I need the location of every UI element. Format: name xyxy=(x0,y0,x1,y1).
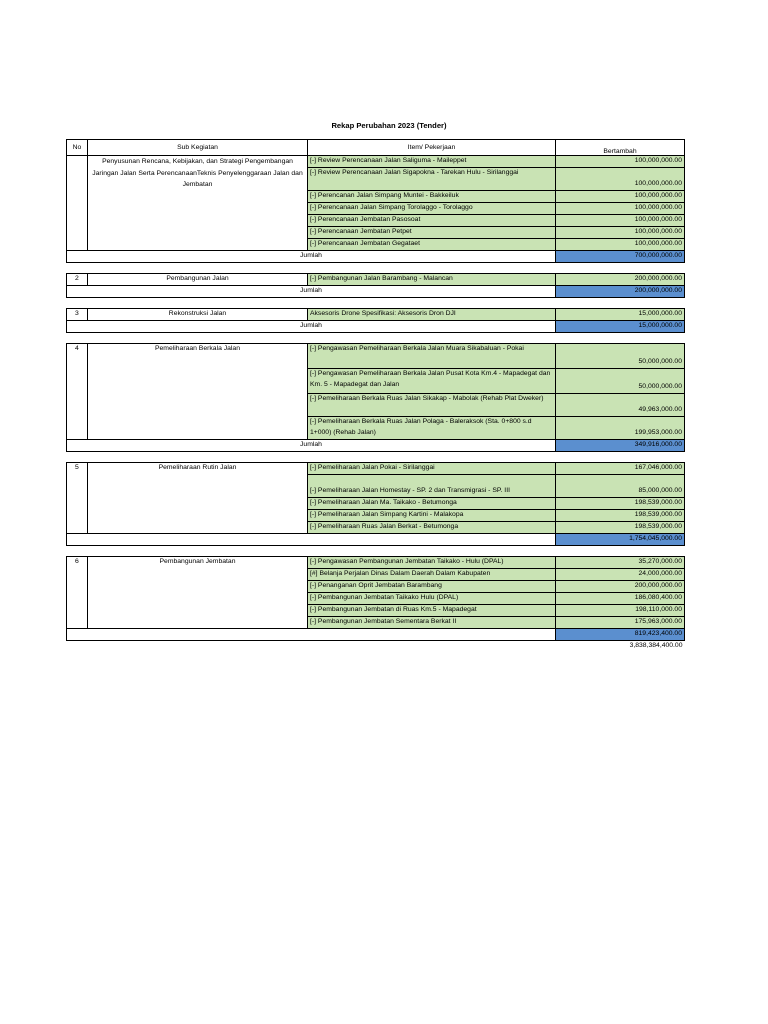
section-number: 6 xyxy=(67,557,88,629)
section-number xyxy=(67,156,88,251)
item-name: [-] Pemeliharaan Jalan Homestay - SP. 2 dan Transmigrasi - SP. III xyxy=(308,475,556,498)
item-amount: 200,000,000.00 xyxy=(556,274,685,286)
item-amount: 198,110,000.00 xyxy=(556,605,685,617)
total-row xyxy=(67,629,685,641)
total-amount: 349,916,000.00 xyxy=(556,440,685,452)
total-label: Jumlah xyxy=(67,286,556,298)
grand-total-row xyxy=(67,641,685,653)
header-row xyxy=(67,140,685,156)
item-amount: 199,953,000.00 xyxy=(556,417,685,440)
total-amount: 700,000,000.00 xyxy=(556,251,685,263)
item-name: [-] Review Perencanaan Jalan Saliguma - Maileppet xyxy=(308,156,556,168)
table-body xyxy=(67,156,685,653)
item-name: [-] Pengawasan Pembangunan Jembatan Taikako - Hulu (DPAL) xyxy=(308,557,556,569)
item-amount: 100,000,000.00 xyxy=(556,239,685,251)
item-amount: 100,000,000.00 xyxy=(556,168,685,191)
item-amount: 167,046,000.00 xyxy=(556,463,685,475)
sub-kegiatan: Pembangunan Jalan xyxy=(88,274,308,286)
total-amount: 15,000,000.00 xyxy=(556,321,685,333)
section-spacer xyxy=(67,298,685,309)
item-amount: 198,539,000.00 xyxy=(556,498,685,510)
spacer-cell xyxy=(67,298,685,309)
item-name: [-] Pembangunan Jalan Barambang - Malancan xyxy=(308,274,556,286)
total-row xyxy=(67,321,685,333)
item-amount: 50,000,000.00 xyxy=(556,369,685,394)
item-amount: 100,000,000.00 xyxy=(556,203,685,215)
total-row xyxy=(67,534,685,546)
item-name: [-] Perencanan Jalan Simpang Muntei - Bakkeiluk xyxy=(308,191,556,203)
recap-table xyxy=(66,139,685,652)
item-name: [-] Review Perencanaan Jalan Sigapokna - Tarekan Hulu - Sirilanggai xyxy=(308,168,556,191)
sub-kegiatan: Rekonstruksi Jalan xyxy=(88,309,308,321)
table-row xyxy=(67,156,685,168)
item-amount: 100,000,000.00 xyxy=(556,227,685,239)
item-name: [-] Penanganan Oprit Jembatan Barambang xyxy=(308,581,556,593)
item-amount: 35,270,000.00 xyxy=(556,557,685,569)
sub-kegiatan: Penyusunan Rencana, Kebijakan, dan Strategi Pengembangan Jaringan Jalan Serta PerencanaanTeknis Penyelenggaraan Jalan dan Jembatan xyxy=(88,156,308,251)
total-amount: 200,000,000.00 xyxy=(556,286,685,298)
table-row xyxy=(67,344,685,369)
spacer-cell xyxy=(67,263,685,274)
item-amount: 198,539,000.00 xyxy=(556,522,685,534)
total-label: Jumlah xyxy=(67,251,556,263)
item-name: [-] Pemeliharaan Jalan Simpang Kartini - Malakopa xyxy=(308,510,556,522)
section-spacer xyxy=(67,546,685,557)
grand-total-spacer xyxy=(67,641,556,653)
item-amount: 186,080,400.00 xyxy=(556,593,685,605)
item-name: [-] Pengawasan Pemeliharaan Berkala Jalan Muara Sikabaluan - Pokai xyxy=(308,344,556,369)
total-row xyxy=(67,286,685,298)
section-number: 3 xyxy=(67,309,88,321)
item-amount: 50,000,000.00 xyxy=(556,344,685,369)
table-row xyxy=(67,557,685,569)
item-name: [-] Pembangunan Jembatan Taikako Hulu (DPAL) xyxy=(308,593,556,605)
header-no: No xyxy=(67,140,88,156)
item-amount: 200,000,000.00 xyxy=(556,581,685,593)
header-sub-kegiatan: Sub Kegiatan xyxy=(88,140,308,156)
grand-total: 3,838,384,400.00 xyxy=(629,642,683,649)
item-amount: 100,000,000.00 xyxy=(556,156,685,168)
item-name: [-] Pemeliharaan Ruas Jalan Berkat - Betumonga xyxy=(308,522,556,534)
total-amount: 1,754,045,000.00 xyxy=(556,534,685,546)
header-amount: Bertambah xyxy=(556,140,685,156)
item-name: [-] Perencanaan Jalan Simpang Torolaggo - Torolaggo xyxy=(308,203,556,215)
page-title: Rekap Perubahan 2023 (Tender) xyxy=(331,121,447,130)
recap-sheet xyxy=(66,139,684,652)
section-number: 2 xyxy=(67,274,88,286)
total-label: Jumlah xyxy=(67,440,556,452)
item-amount: 100,000,000.00 xyxy=(556,191,685,203)
item-amount: 175,963,000.00 xyxy=(556,617,685,629)
total-label xyxy=(67,629,556,641)
total-row xyxy=(67,440,685,452)
item-amount: 15,000,000.00 xyxy=(556,309,685,321)
section-spacer xyxy=(67,452,685,463)
item-amount: 49,963,000.00 xyxy=(556,394,685,417)
item-name: [-] Pengawasan Pemeliharaan Berkala Jalan Pusat Kota Km.4 - Mapadegat dan Km. 5 - Mapadegat dan Jalan xyxy=(308,369,556,394)
item-name: [-] Pemeliharaan Berkala Ruas Jalan Polaga - Baleraksok (Sta. 0+800 s.d 1+000) (Rehab Jalan) xyxy=(308,417,556,440)
item-amount: 85,000,000.00 xyxy=(556,475,685,498)
section-spacer xyxy=(67,263,685,274)
sub-kegiatan: Pembangunan Jembatan xyxy=(88,557,308,629)
header-item: Item/ Pekerjaan xyxy=(308,140,556,156)
item-name: [-] Pembangunan Jembatan di Ruas Km.5 - Mapadegat xyxy=(308,605,556,617)
sub-kegiatan: Pemeliharaan Rutin Jalan xyxy=(88,463,308,534)
section-number: 4 xyxy=(67,344,88,440)
spacer-cell xyxy=(67,452,685,463)
section-number: 5 xyxy=(67,463,88,534)
item-name: [-] Pembangunan Jembatan Sementara Berkat II xyxy=(308,617,556,629)
total-label: Jumlah xyxy=(67,321,556,333)
spacer-cell xyxy=(67,546,685,557)
total-label xyxy=(67,534,556,546)
item-name: [-] Pemeliharaan Jalan Pokai - Sirilanggai xyxy=(308,463,556,475)
item-amount: 24,000,000.00 xyxy=(556,569,685,581)
item-name: [-] Perencanaan Jembatan Gegataet xyxy=(308,239,556,251)
section-spacer xyxy=(67,333,685,344)
item-name: Aksesoris Drone Spesifikasi: Aksesoris Dron DJI xyxy=(308,309,556,321)
item-amount: 198,539,000.00 xyxy=(556,510,685,522)
item-name: [-] Perencanaan Jembatan Pasosoat xyxy=(308,215,556,227)
total-row xyxy=(67,251,685,263)
table-row xyxy=(67,309,685,321)
total-amount: 819,423,400.00 xyxy=(556,629,685,641)
sub-kegiatan: Pemeliharaan Berkala Jalan xyxy=(88,344,308,440)
item-name: [-] Perencanaan Jembatan Petpet xyxy=(308,227,556,239)
table-row xyxy=(67,274,685,286)
item-name: [-] Pemeliharaan Jalan Ma. Taikako - Betumonga xyxy=(308,498,556,510)
table-row xyxy=(67,463,685,475)
spacer-cell xyxy=(67,333,685,344)
item-amount: 100,000,000.00 xyxy=(556,215,685,227)
item-name: [-] Pemeliharaan Berkala Ruas Jalan Sikakap - Mabolak (Rehab Plat Dweker) xyxy=(308,394,556,417)
item-name: [#] Belanja Perjalan Dinas Dalam Daerah Dalam Kabupaten xyxy=(308,569,556,581)
